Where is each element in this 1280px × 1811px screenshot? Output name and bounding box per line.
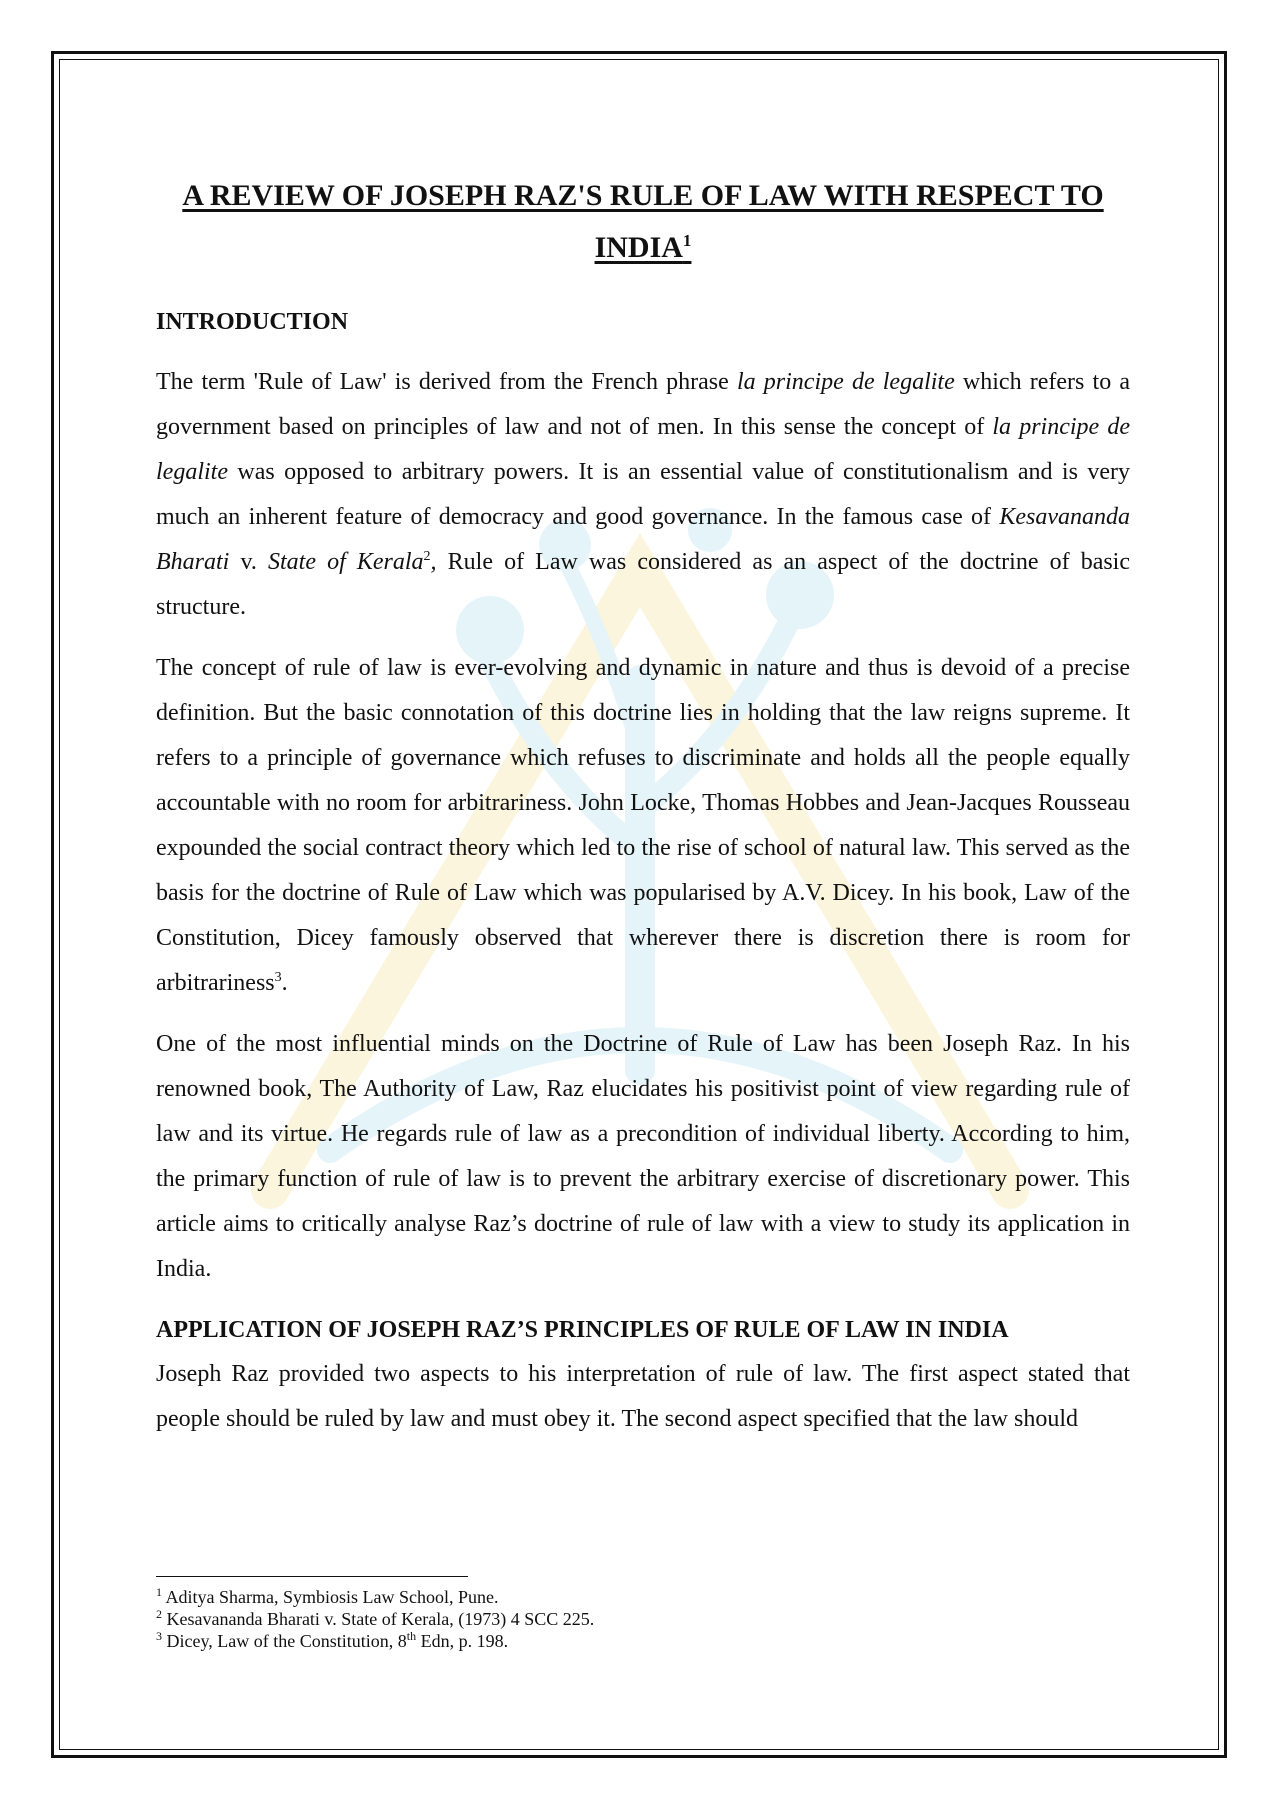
application-heading: APPLICATION OF JOSEPH RAZ’S PRINCIPLES OF RULE OF LAW IN INDIA [156,1317,1009,1343]
title-line-1: A REVIEW OF JOSEPH RAZ'S RULE OF LAW WITH RESPECT TO [182,179,1104,212]
footnote-1: $^1$ Aditya Sharma, Symbiosis Law School, Pune. [156,1585,499,1607]
footnote-2: $^2$ Kesavananda Bharati v. State of Kerala, (1973) 4 SCC 225. [156,1607,595,1629]
introduction-paragraph-3: One of the most influential minds on the Doctrine of Rule of Law has been Joseph Raz. In his renowned book, The Authority of Law, Raz elucidates his positivist point of view regarding rule of law and its virtue. He regards rule of law as a precondition of individual liberty. According to him, the primary function of rule of law is to prevent the arbitrary exercise of discretionary power. This article aims to critically analyse Raz’s doctrine of rule of law with a view to study its application in India. [156,1031,1130,1282]
footnote-ref-2[interactable]: 2 [423,549,431,564]
title-line-2: INDIA [594,231,683,264]
footnote-ref-3[interactable]: 3 [274,970,282,985]
footnotes [156,1586,1056,1652]
footnote-3: $^3$ Dicey, Law of the Constitution, 8th Edn, p. 198. [156,1629,509,1651]
introduction-paragraph-1: The term 'Rule of Law' is derived from the French phrase la principe de legalite which refers to a government based on principles of law and not of men. In this sense the concept of la principe de legalite was opposed to arbitrary powers. It is an essential value of constitutionalism and is very much an inherent feature of democracy and good governance. In the famous case of Kesavananda Bharati v. State of Kerala$^2$, Rule of Law was considered as an aspect of the doctrine of basic structure. [156,369,1131,620]
introduction-paragraph-2: The concept of rule of law is ever-evolving and dynamic in nature and thus is devoid of a precise definition. But the basic connotation of this doctrine lies in holding that the law reigns supreme. It refers to a principle of governance which refuses to discriminate and holds all the people equally accountable with no room for arbitrariness. John Locke, Thomas Hobbes and Jean-Jacques Rousseau expounded the social contract theory which led to the rise of school of natural law. This served as the basis for the doctrine of Rule of Law which was popularised by A.V. Dicey. In his book, Law of the Constitution, Dicey famously observed that wherever there is discretion there is room for arbitrariness$^3$. [156,655,1130,996]
title-footnote-ref[interactable]: 1 [682,231,692,250]
application-paragraph-1: Joseph Raz provided two aspects to his interpretation of rule of law. The first aspect stated that people should be ruled by law and must obey it. The second aspect specified that the law should [156,1361,1130,1432]
introduction-heading: INTRODUCTION [156,309,349,335]
document-title [156,170,1130,274]
footnote-divider [156,1576,468,1577]
page-content [156,170,1130,1442]
